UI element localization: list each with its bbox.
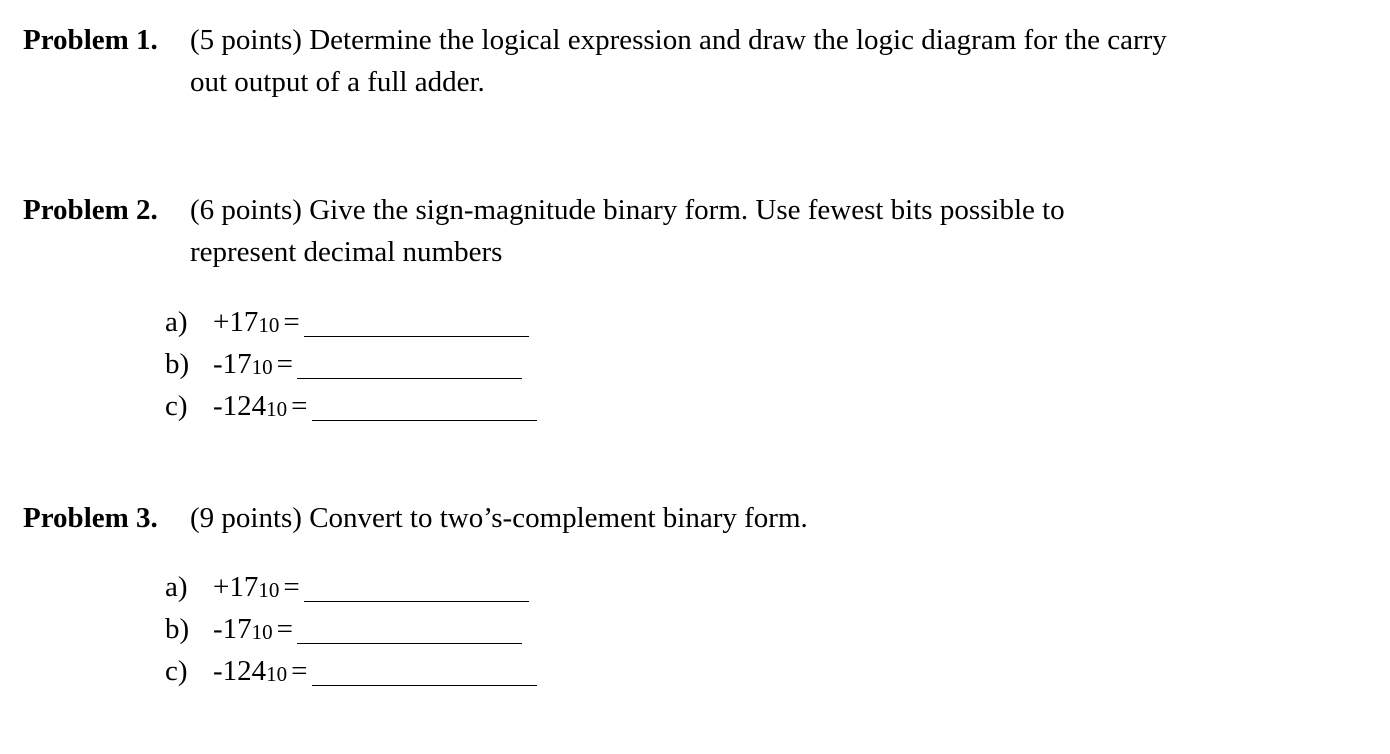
problem-2-label: Problem 2. <box>23 194 158 226</box>
answer-blank[interactable] <box>297 617 522 644</box>
item-base-subscript: 10 <box>266 662 288 686</box>
item-equals: = <box>291 390 308 422</box>
problem-3-answer-list <box>165 566 537 692</box>
item-letter: c) <box>165 655 188 687</box>
item-base-subscript: 10 <box>266 397 288 421</box>
answer-blank[interactable] <box>304 310 529 337</box>
problem-1 <box>23 19 1363 98</box>
problem-2-text: (6 points) Give the sign-magnitude binary form. Use fewest bits possible to <box>190 194 1065 226</box>
problem-3 <box>23 497 1363 539</box>
problem-2-header <box>23 189 1363 231</box>
problem-1-header <box>23 19 1363 61</box>
item-base-subscript: 10 <box>258 578 280 602</box>
answer-blank[interactable] <box>304 575 529 602</box>
item-number: -124 <box>213 655 267 687</box>
problem-1-text-continued: out output of a full adder. <box>190 66 485 98</box>
item-equals: = <box>283 306 300 338</box>
problem-3-header <box>23 497 1363 539</box>
answer-blank[interactable] <box>297 352 522 379</box>
item-number: -124 <box>213 390 267 422</box>
problem-1-label: Problem 1. <box>23 24 158 56</box>
problem-2 <box>23 189 1363 268</box>
item-base-subscript: 10 <box>251 355 273 379</box>
problem-1-text: (5 points) Determine the logical expression and draw the logic diagram for the carry <box>190 24 1167 56</box>
problem-3-item-b <box>165 608 537 650</box>
item-equals: = <box>283 571 300 603</box>
problem-2-item-a <box>165 301 537 343</box>
item-number: +17 <box>213 571 259 603</box>
item-letter: b) <box>165 613 190 645</box>
problem-3-item-c <box>165 650 537 692</box>
item-base-subscript: 10 <box>258 313 280 337</box>
item-equals: = <box>291 655 308 687</box>
answer-blank[interactable] <box>312 659 537 686</box>
item-letter: a) <box>165 571 188 603</box>
problem-3-item-a <box>165 566 537 608</box>
problem-2-text-continued: represent decimal numbers <box>190 236 503 268</box>
item-equals: = <box>276 613 294 645</box>
item-base-subscript: 10 <box>251 620 273 644</box>
item-number: -17 <box>213 613 252 645</box>
item-letter: c) <box>165 390 188 422</box>
problem-2-item-b <box>165 343 537 385</box>
item-letter: b) <box>165 348 190 380</box>
problem-2-item-c <box>165 385 537 427</box>
item-equals: = <box>276 348 294 380</box>
problem-3-label: Problem 3. <box>23 502 158 534</box>
item-number: -17 <box>213 348 252 380</box>
item-letter: a) <box>165 306 188 338</box>
problem-2-answer-list <box>165 301 537 427</box>
answer-blank[interactable] <box>312 394 537 421</box>
problem-3-text: (9 points) Convert to two’s-complement binary form. <box>190 502 808 534</box>
item-number: +17 <box>213 306 259 338</box>
